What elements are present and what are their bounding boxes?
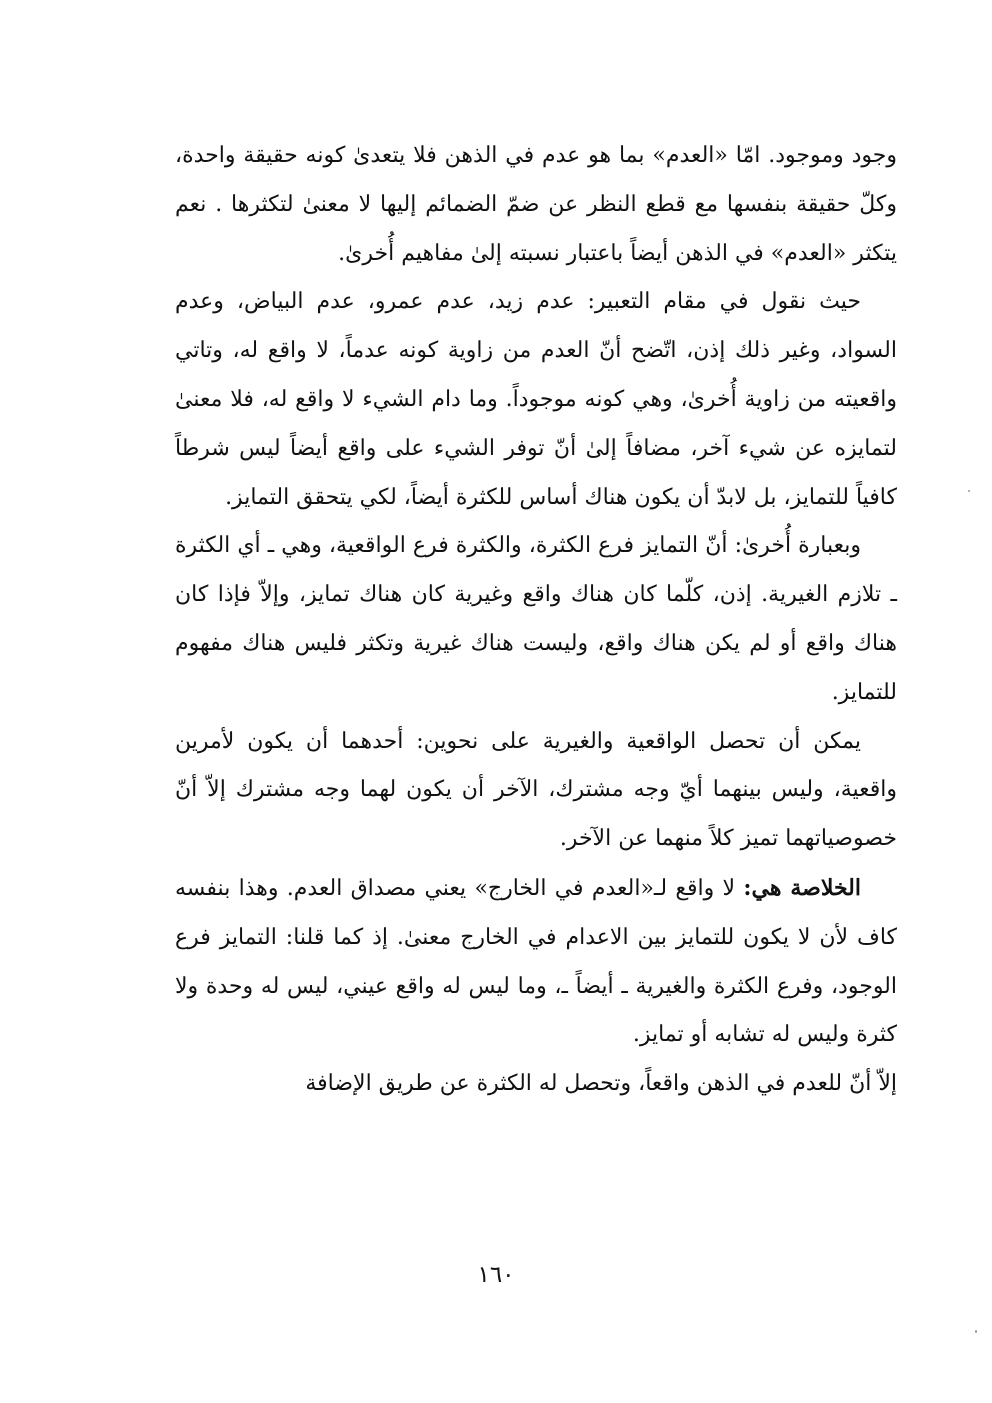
scan-speck: [975, 1330, 977, 1333]
paragraph-2: [175, 278, 897, 522]
paragraph-6: [175, 1060, 897, 1109]
paragraph-1-text: وجود وموجود. امّا «العدم» بما هو عدم في الذهن فلا يتعدىٰ كونه حقيقة واحدة، وكلّ حقيقة بنفسها مع قطع النظر عن ضمّ الضمائم إليها لا معنىٰ لتكثرها . نعم يتكثر «العدم» في الذهن أيضاً باعتبار نسبته إلىٰ مفاهيم أُخرىٰ.: [175, 143, 897, 266]
paragraph-6-text: إلاّ أنّ للعدم في الذهن واقعاً، وتحصل له الكثرة عن طريق الإضافة: [305, 1071, 897, 1097]
paragraph-4: [175, 718, 897, 864]
paragraph-3: [175, 522, 897, 717]
summary-lead: الخلاصة هي:: [743, 874, 861, 901]
paragraph-2-text: حيث نقول في مقام التعبير: عدم زيد، عدم عمرو، عدم البياض، وعدم السواد، وغير ذلك إذن، اتّضح أنّ العدم من زاوية كونه عدماً، لا واقع له، وتاتي واقعيته من زاوية أُخرىٰ، وهي كونه موجوداً. وما دام الشيء لا واقع له، فلا معنىٰ لتمايزه عن شيء آخر، مضافاً إلىٰ أنّ توفر الشيء على واقع أيضاً ليس شرطاً كافياً للتمايز، بل لابدّ أن يكون هناك أساس للكثرة أيضاً، لكي يتحقق التمايز.: [175, 289, 897, 510]
paragraph-4-text: يمكن أن تحصل الواقعية والغيرية على نحوين: أحدهما أن يكون لأمرين واقعية، وليس بينهما أيّ وجه مشترك، الآخر أن يكون لهما وجه مشترك إلاّ أنّ خصوصياتهما تميز كلاً منهما عن الآخر.: [175, 728, 897, 852]
page-number: ١٦٠: [477, 1262, 515, 1288]
paragraph-3-text: وبعبارة أُخرىٰ: أنّ التمايز فرع الكثرة، والكثرة فرع الواقعية، وهي ـ أي الكثرة ـ تلازم الغيرية. إذن، كلّما كان هناك واقع وغيرية كان هناك تمايز، وإلاّ فإذا كان هناك واقع أو لم يكن هناك واقع، وليست هناك غيرية وتكثر فليس هناك مفهوم للتمايز.: [175, 533, 897, 705]
paragraph-5-text: لا واقع لـ«العدم في الخارج» يعني مصداق العدم. وهذا بنفسه كاف لأن لا يكون للتمايز بين الاعدام في الخارج معنىٰ. إذ كما قلنا: التمايز فرع الوجود، وفرع الكثرة والغيرية ـ أيضاً ـ، وما ليس له واقع عيني، ليس له وحدة ولا كثرة وليس له تشابه أو تمايز.: [175, 875, 897, 1048]
paragraph-1: [175, 132, 897, 278]
body-text: [175, 132, 897, 1109]
paragraph-5: [175, 864, 897, 1060]
scan-speck: [968, 490, 970, 492]
